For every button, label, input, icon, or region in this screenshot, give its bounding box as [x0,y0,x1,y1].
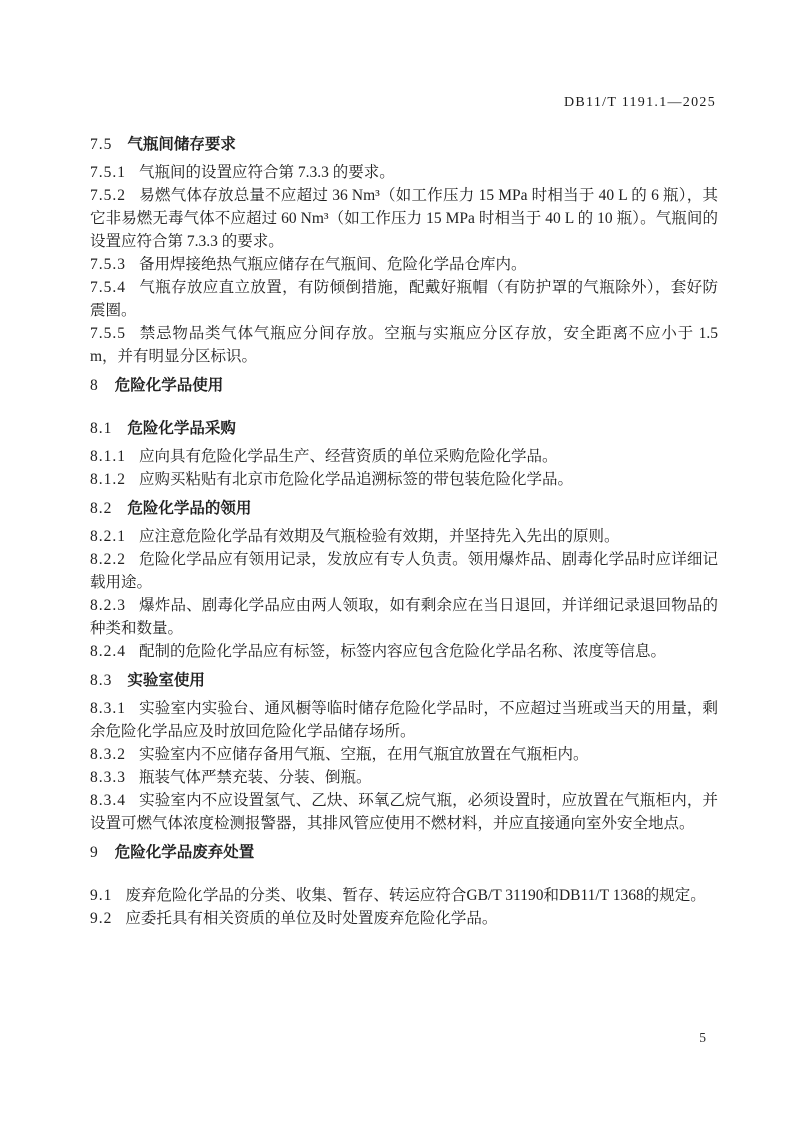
clause-number: 7.5 [90,136,113,153]
clause-text: 应向具有危险化学品生产、经营资质的单位采购危险化学品。 [139,448,558,465]
clause-text: 废弃危险化学品的分类、收集、暂存、转运应符合GB/T 31190和DB11/T 1368的规定。 [125,887,706,904]
clause-number: 8.1.2 [90,471,126,488]
clause [90,884,718,907]
clause-text: 易燃气体存放总量不应超过 36 Nm³（如工作压力 15 MPa 时相当于 40 L 的 6 瓶），其它非易燃无毒气体不应超过 60 Nm³（如工作压力 15 MPa 时相当于 40 L 的 10 瓶）。气瓶间的设置应符合第 7.3.3 的要求。 [90,187,718,250]
clause-number: 8 [90,377,99,394]
clause [90,789,718,835]
clause [90,766,718,789]
clause-number: 8.1 [90,420,113,437]
clause [90,445,718,468]
page-number: 5 [699,1030,706,1045]
clause-number: 9.2 [90,910,113,927]
clause [90,640,718,663]
clause [90,184,718,253]
clause-text: 应注意危险化学品有效期及气瓶检验有效期，并坚持先入先出的原则。 [139,528,620,545]
clause-number: 8.2 [90,500,113,517]
clause [90,468,718,491]
clause-text: 实验室内实验台、通风橱等临时储存危险化学品时，不应超过当班或当天的用量，剩余危险化学品应及时放回危险化学品储存场所。 [90,700,718,740]
clause [90,322,718,368]
clause-text: 气瓶间的设置应符合第 7.3.3 的要求。 [139,164,395,181]
clause-number: 8.3.2 [90,746,126,763]
clause [90,697,718,743]
clause [90,276,718,322]
clause-text: 气瓶存放应直立放置，有防倾倒措施，配戴好瓶帽（有防护罩的气瓶除外），套好防震圈。 [90,279,718,319]
clause-text: 配制的危险化学品应有标签，标签内容应包含危险化学品名称、浓度等信息。 [139,643,667,660]
clause-number: 7.5.4 [90,279,126,296]
clause [90,743,718,766]
clause [90,594,718,640]
clause-text: 瓶装气体严禁充装、分装、倒瓶。 [139,769,372,786]
clause [90,161,718,184]
clause-number: 7.5.2 [90,187,126,204]
clause-number: 7.5.3 [90,256,126,273]
clause-text: 备用焊接绝热气瓶应储存在气瓶间、危险化学品仓库内。 [139,256,527,273]
section-heading [90,133,718,156]
section-heading [90,841,718,864]
clause-text: 危险化学品应有领用记录，发放应有专人负责。领用爆炸品、剧毒化学品时应详细记载用途。 [90,551,718,591]
clause-number: 8.1.1 [90,448,126,465]
clause-text: 应购买粘贴有北京市危险化学品追溯标签的带包装危险化学品。 [139,471,574,488]
document-body [90,0,718,930]
section-heading [90,497,718,520]
clause-number: 8.2.1 [90,528,126,545]
clause [90,907,718,930]
section-heading [90,417,718,440]
clause-text: 危险化学品使用 [114,377,224,394]
clause-number: 8.2.4 [90,643,126,660]
clause-text: 应委托具有相关资质的单位及时处置废弃危险化学品。 [125,910,498,927]
section-heading [90,374,718,397]
clause-text: 气瓶间储存要求 [127,136,236,153]
clause [90,525,718,548]
header-doc-code: DB11/T 1191.1—2025 [564,95,716,110]
clause-number: 8.2.3 [90,597,126,614]
clause-text: 实验室使用 [127,672,205,689]
clause-text: 禁忌物品类气体气瓶应分间存放。空瓶与实瓶应分区存放，安全距离不应小于 1.5 m，并有明显分区标识。 [90,325,718,365]
clause-number: 9 [90,844,99,861]
clause-number: 8.2.2 [90,551,126,568]
clause-number: 8.3.4 [90,792,126,809]
clause-number: 7.5.1 [90,164,126,181]
clause-text: 实验室内不应储存备用气瓶、空瓶，在用气瓶宜放置在气瓶柜内。 [139,746,589,763]
clause-number: 8.3 [90,672,113,689]
clause [90,548,718,594]
clause-number: 8.3.1 [90,700,126,717]
clause-number: 7.5.5 [90,325,126,342]
clause-text: 实验室内不应设置氢气、乙炔、环氧乙烷气瓶，必须设置时，应放置在气瓶柜内，并设置可燃气体浓度检测报警器，其排风管应使用不燃材料，并应直接通向室外安全地点。 [90,792,718,832]
clause-text: 危险化学品的领用 [127,500,252,517]
clause-text: 危险化学品废弃处置 [114,844,255,861]
clause-text: 爆炸品、剧毒化学品应由两人领取，如有剩余应在当日退回，并详细记录退回物品的种类和数量。 [90,597,718,637]
clause [90,253,718,276]
section-heading [90,669,718,692]
clause-text: 危险化学品采购 [127,420,236,437]
clause-number: 8.3.3 [90,769,126,786]
clause-number: 9.1 [90,887,113,904]
